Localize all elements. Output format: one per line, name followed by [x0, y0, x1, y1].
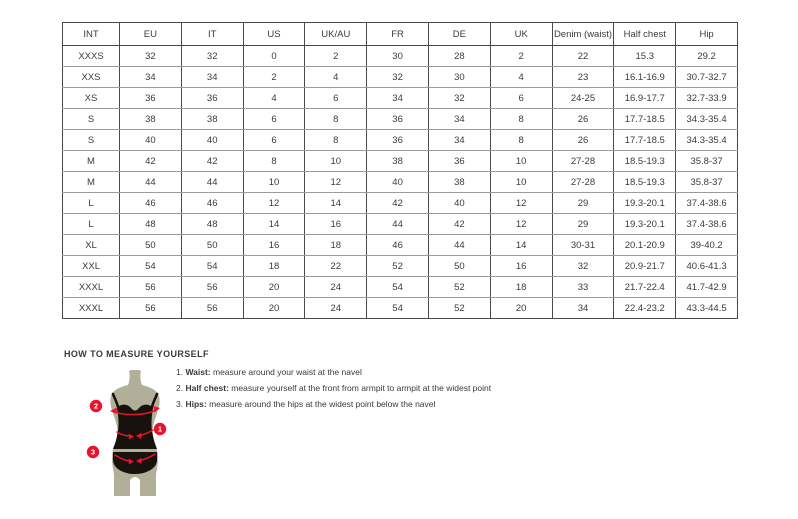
size-cell: 29 — [552, 214, 614, 235]
table-row — [63, 67, 738, 88]
size-cell: 38 — [120, 109, 182, 130]
size-cell: 18 — [490, 277, 552, 298]
size-cell: 43.3-44.5 — [676, 298, 738, 319]
step-number: 1. — [176, 367, 186, 377]
size-cell: 40 — [120, 130, 182, 151]
size-cell: L — [63, 214, 120, 235]
size-cell: 30 — [367, 46, 429, 67]
size-cell: 52 — [428, 277, 490, 298]
size-cell: 20.9-21.7 — [614, 256, 676, 277]
size-cell: 19.3-20.1 — [614, 214, 676, 235]
size-cell: 54 — [367, 277, 429, 298]
size-cell: 40 — [181, 130, 243, 151]
size-cell: 30-31 — [552, 235, 614, 256]
size-cell: 22.4-23.2 — [614, 298, 676, 319]
size-cell: M — [63, 151, 120, 172]
size-cell: 50 — [181, 235, 243, 256]
size-cell: 22 — [552, 46, 614, 67]
size-cell: 27-28 — [552, 172, 614, 193]
measure-instructions — [176, 367, 491, 415]
table-row — [63, 46, 738, 67]
size-cell: 41.7-42.9 — [676, 277, 738, 298]
size-cell: 34.3-35.4 — [676, 130, 738, 151]
table-row — [63, 151, 738, 172]
size-cell: 12 — [490, 193, 552, 214]
measure-step-half-chest — [176, 383, 491, 393]
size-cell: S — [63, 130, 120, 151]
size-cell: XXL — [63, 256, 120, 277]
size-cell: 40 — [428, 193, 490, 214]
step-number: 2. — [176, 383, 186, 393]
size-cell: 12 — [490, 214, 552, 235]
size-cell: 18 — [243, 256, 305, 277]
size-cell: XXXS — [63, 46, 120, 67]
size-cell: 34.3-35.4 — [676, 109, 738, 130]
size-conversion-table — [62, 22, 738, 319]
size-cell: 16.9-17.7 — [614, 88, 676, 109]
size-cell: 26 — [552, 130, 614, 151]
column-header: UK/AU — [305, 23, 367, 46]
waist-marker-number: 1 — [157, 424, 163, 434]
size-cell: 8 — [243, 151, 305, 172]
column-header: Denim (waist) — [552, 23, 614, 46]
size-cell: 32 — [181, 46, 243, 67]
size-cell: 20 — [243, 277, 305, 298]
size-cell: 12 — [305, 172, 367, 193]
size-cell: 27-28 — [552, 151, 614, 172]
size-cell: 54 — [367, 298, 429, 319]
size-cell: L — [63, 193, 120, 214]
table-row — [63, 172, 738, 193]
size-cell: 50 — [120, 235, 182, 256]
size-cell: 42 — [428, 214, 490, 235]
size-cell: 34 — [120, 67, 182, 88]
swimsuit-top — [113, 405, 157, 449]
size-table-header-row — [63, 23, 738, 46]
size-cell: 14 — [490, 235, 552, 256]
size-cell: 24 — [305, 298, 367, 319]
size-cell: 8 — [305, 109, 367, 130]
column-header: FR — [367, 23, 429, 46]
size-cell: 34 — [428, 109, 490, 130]
size-cell: 8 — [305, 130, 367, 151]
step-text: measure around your waist at the navel — [210, 367, 362, 377]
size-cell: 17.7-18.5 — [614, 130, 676, 151]
step-label: Waist: — [185, 367, 211, 377]
size-cell: 32 — [552, 256, 614, 277]
table-row — [63, 298, 738, 319]
size-cell: 35.8-37 — [676, 151, 738, 172]
size-cell: 29 — [552, 193, 614, 214]
size-cell: 34 — [181, 67, 243, 88]
size-cell: 4 — [243, 88, 305, 109]
column-header: DE — [428, 23, 490, 46]
table-row — [63, 130, 738, 151]
size-cell: 33 — [552, 277, 614, 298]
size-cell: 52 — [428, 298, 490, 319]
table-row — [63, 88, 738, 109]
step-text: measure around the hips at the widest point below the navel — [206, 399, 436, 409]
size-cell: 30.7-32.7 — [676, 67, 738, 88]
size-cell: 56 — [120, 298, 182, 319]
size-cell: 17.7-18.5 — [614, 109, 676, 130]
size-cell: 24 — [305, 277, 367, 298]
size-cell: 44 — [367, 214, 429, 235]
size-cell: 4 — [490, 67, 552, 88]
size-cell: 0 — [243, 46, 305, 67]
size-cell: 56 — [181, 277, 243, 298]
size-cell: 18.5-19.3 — [614, 151, 676, 172]
size-cell: 36 — [181, 88, 243, 109]
measure-step-waist — [176, 367, 491, 377]
size-cell: 8 — [490, 109, 552, 130]
table-row — [63, 277, 738, 298]
size-cell: 42 — [120, 151, 182, 172]
size-cell: XS — [63, 88, 120, 109]
size-cell: 38 — [428, 172, 490, 193]
size-cell: 36 — [367, 109, 429, 130]
step-label: Half chest: — [185, 383, 229, 393]
size-cell: 6 — [243, 109, 305, 130]
table-row — [63, 256, 738, 277]
hips-marker-number: 3 — [90, 447, 96, 457]
size-cell: 10 — [490, 151, 552, 172]
size-cell: 32 — [428, 88, 490, 109]
size-cell: 52 — [367, 256, 429, 277]
size-cell: 4 — [305, 67, 367, 88]
size-cell: 20 — [490, 298, 552, 319]
size-cell: 32 — [367, 67, 429, 88]
size-cell: 2 — [243, 67, 305, 88]
column-header: Hip — [676, 23, 738, 46]
size-cell: 34 — [367, 88, 429, 109]
size-cell: 34 — [552, 298, 614, 319]
size-cell: 12 — [243, 193, 305, 214]
column-header: EU — [120, 23, 182, 46]
size-cell: 6 — [305, 88, 367, 109]
size-cell: 14 — [305, 193, 367, 214]
size-cell: 22 — [305, 256, 367, 277]
size-cell: 21.7-22.4 — [614, 277, 676, 298]
table-row — [63, 214, 738, 235]
size-cell: 56 — [120, 277, 182, 298]
size-cell: 35.8-37 — [676, 172, 738, 193]
size-cell: 23 — [552, 67, 614, 88]
size-cell: 20 — [243, 298, 305, 319]
step-number: 3. — [176, 399, 186, 409]
size-cell: 38 — [181, 109, 243, 130]
size-cell: 30 — [428, 67, 490, 88]
size-cell: 34 — [428, 130, 490, 151]
column-header: INT — [63, 23, 120, 46]
column-header: IT — [181, 23, 243, 46]
size-cell: 54 — [120, 256, 182, 277]
step-label: Hips: — [185, 399, 207, 409]
size-cell: 2 — [490, 46, 552, 67]
size-cell: 14 — [243, 214, 305, 235]
size-cell: 10 — [305, 151, 367, 172]
size-cell: 19.3-20.1 — [614, 193, 676, 214]
size-cell: 44 — [181, 172, 243, 193]
step-text: measure yourself at the front from armpit to armpit at the widest point — [228, 383, 492, 393]
size-cell: 36 — [120, 88, 182, 109]
size-cell: 26 — [552, 109, 614, 130]
size-cell: 46 — [120, 193, 182, 214]
size-cell: 18.5-19.3 — [614, 172, 676, 193]
measure-section-title: HOW TO MEASURE YOURSELF — [64, 349, 209, 359]
size-cell: 16 — [490, 256, 552, 277]
size-cell: 40.6-41.3 — [676, 256, 738, 277]
mannequin-illustration — [84, 370, 186, 500]
measurement-figure — [84, 370, 186, 500]
size-cell: 36 — [367, 130, 429, 151]
size-cell: 15.3 — [614, 46, 676, 67]
table-row — [63, 193, 738, 214]
column-header: UK — [490, 23, 552, 46]
size-cell: 54 — [181, 256, 243, 277]
size-cell: 32.7-33.9 — [676, 88, 738, 109]
size-cell: 37.4-38.6 — [676, 193, 738, 214]
size-cell: XXS — [63, 67, 120, 88]
table-row — [63, 235, 738, 256]
size-cell: 29.2 — [676, 46, 738, 67]
size-cell: 10 — [490, 172, 552, 193]
size-cell: 6 — [243, 130, 305, 151]
size-cell: 56 — [181, 298, 243, 319]
size-cell: 6 — [490, 88, 552, 109]
size-cell: 10 — [243, 172, 305, 193]
size-cell: 16.1-16.9 — [614, 67, 676, 88]
size-cell: 36 — [428, 151, 490, 172]
size-cell: 24-25 — [552, 88, 614, 109]
size-cell: 42 — [181, 151, 243, 172]
size-cell: 46 — [181, 193, 243, 214]
size-cell: 2 — [305, 46, 367, 67]
size-cell: S — [63, 109, 120, 130]
size-cell: 32 — [120, 46, 182, 67]
table-row — [63, 109, 738, 130]
size-cell: 38 — [367, 151, 429, 172]
size-cell: 37.4-38.6 — [676, 214, 738, 235]
measure-step-hips — [176, 399, 491, 409]
size-table-body — [63, 46, 738, 319]
size-cell: 40 — [367, 172, 429, 193]
chest-marker-number: 2 — [93, 401, 99, 411]
column-header: Half chest — [614, 23, 676, 46]
size-cell: 48 — [181, 214, 243, 235]
size-cell: XXXL — [63, 277, 120, 298]
size-cell: 44 — [428, 235, 490, 256]
size-cell: 50 — [428, 256, 490, 277]
size-cell: 42 — [367, 193, 429, 214]
size-cell: 46 — [367, 235, 429, 256]
size-cell: M — [63, 172, 120, 193]
size-cell: 16 — [305, 214, 367, 235]
size-cell: 16 — [243, 235, 305, 256]
size-cell: 18 — [305, 235, 367, 256]
size-cell: 48 — [120, 214, 182, 235]
size-cell: XXXL — [63, 298, 120, 319]
size-cell: XL — [63, 235, 120, 256]
size-cell: 44 — [120, 172, 182, 193]
size-cell: 20.1-20.9 — [614, 235, 676, 256]
size-cell: 39-40.2 — [676, 235, 738, 256]
column-header: US — [243, 23, 305, 46]
size-cell: 28 — [428, 46, 490, 67]
size-cell: 8 — [490, 130, 552, 151]
